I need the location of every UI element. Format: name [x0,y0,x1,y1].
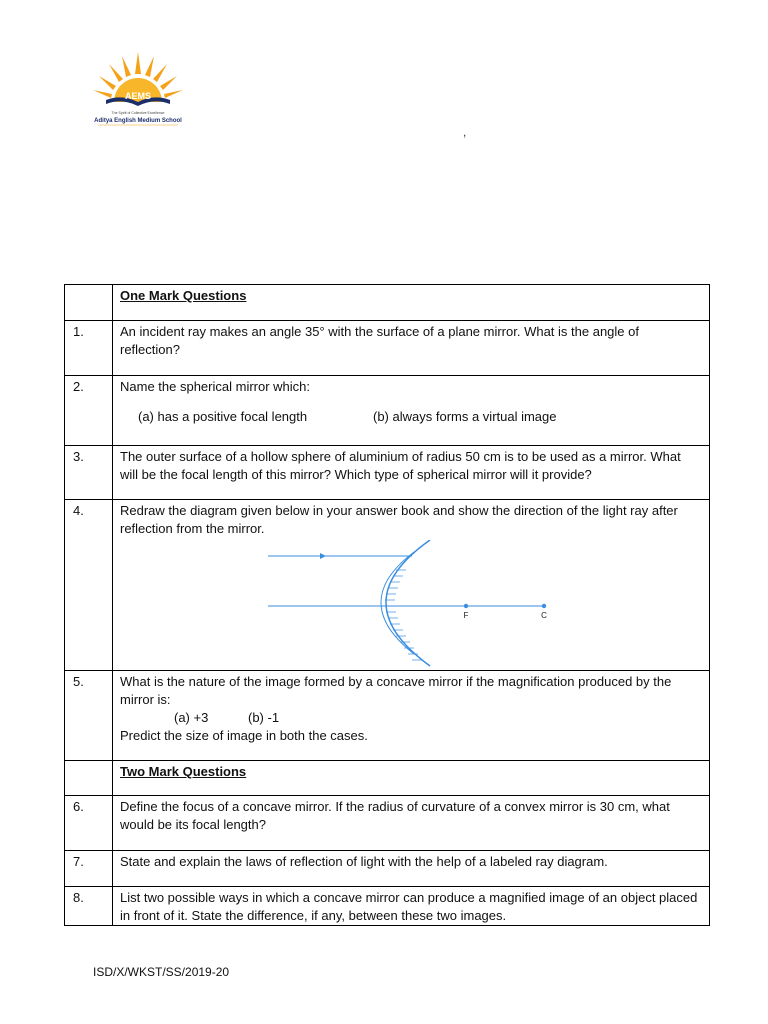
centre-label: C [541,611,547,620]
question-text: State and explain the laws of reflection of light with the help of a labeled ray diagram. [120,854,608,869]
question-row [65,446,710,500]
stray-mark: , [463,125,467,139]
question-text: Redraw the diagram given below in your answer book and show the direction of the light ray after reflection from the mirror. [120,503,678,536]
worksheet-table [64,284,710,926]
incident-ray [268,553,412,559]
logo-acronym: AEMS [124,91,152,101]
school-logo [88,52,188,136]
question-text: What is the nature of the image formed by a concave mirror if the magnification produced by the mirror is: [120,674,672,707]
question-row [65,887,710,926]
question-text: Name the spherical mirror which: [120,379,311,394]
focus-label: F [463,611,469,620]
magnification-b: (b) -1 [248,710,280,725]
question-number: 8. [73,890,84,905]
focus-point [464,604,468,608]
question-number: 4. [73,503,84,518]
question-text: An incident ray makes an angle 35° with the surface of a plane mirror. What is the angle of reflection? [120,324,639,357]
blank-cell [65,761,113,796]
section-row-two-mark [65,761,710,796]
document-code: ISD/X/WKST/SS/2019-20 [93,965,230,979]
centre-of-curvature-point [542,604,546,608]
question-number: 1. [73,324,84,339]
magnification-options [120,709,701,727]
question-row [65,671,710,761]
concave-mirror-shape [381,540,430,666]
section-heading-one-mark: One Mark Questions [120,288,247,303]
question-row [65,321,710,376]
question-row [65,376,710,446]
concave-mirror-diagram [262,540,562,670]
question-row [65,500,710,671]
question-number: 5. [73,674,84,689]
question-options [120,408,701,426]
question-number: 7. [73,854,84,869]
magnification-a: (a) +3 [174,710,209,725]
question-row [65,796,710,851]
question-number: 2. [73,379,84,394]
blank-cell [65,285,113,321]
section-row-one-mark [65,285,710,321]
question-number: 3. [73,449,84,464]
question-text: Define the focus of a concave mirror. If the radius of curvature of a convex mirror is 30 cm, what would be its focal length? [120,799,670,832]
question-text-2: Predict the size of image in both the cases. [120,728,368,743]
logo-motto: The Spirit of Collective Excellence [111,111,165,115]
section-heading-two-mark: Two Mark Questions [120,764,247,779]
question-text: List two possible ways in which a concave mirror can produce a magnified image of an object placed in front of it. State the difference, if any, between these two images. [120,890,698,923]
question-text: The outer surface of a hollow sphere of aluminium of radius 50 cm is to be used as a mirror. What will be the focal length of this mirror? Which type of spherical mirror will it provide? [120,449,681,482]
question-number: 6. [73,799,84,814]
option-b: (b) always forms a virtual image [373,409,557,424]
option-a: (a) has a positive focal length [138,409,308,424]
question-row [65,851,710,887]
logo-school-name: Aditya English Medium School [94,118,182,124]
